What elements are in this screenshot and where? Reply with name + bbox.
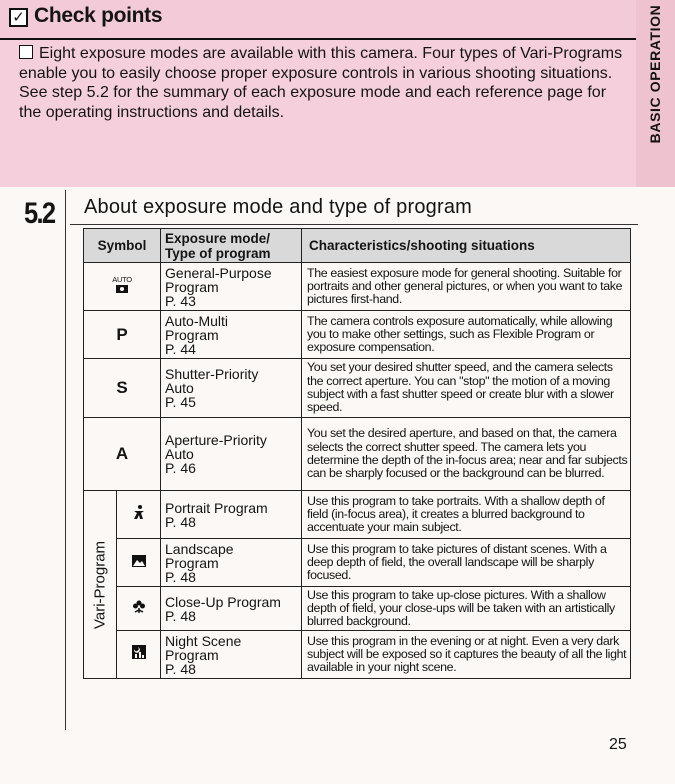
description-cell: Use this program to take portraits. With a shallow depth of field (in-focus area), it creates a blurred background to accentuate your main subject. <box>302 491 631 539</box>
check-points-body <box>19 44 629 122</box>
mode-cell: Night Scene Program P. 48 <box>161 631 302 679</box>
closeup-icon <box>117 587 161 631</box>
table-row <box>84 539 631 587</box>
header-exposure-mode: Exposure mode/ Type of program <box>161 229 302 263</box>
exposure-mode-table <box>83 228 631 679</box>
description-cell: You set the desired aperture, and based on that, the camera selects the correct shutter speed. The camera lets you determine the depth of the in-focus area; near and far subjects can be sharply focused or the background can be blurred. <box>302 418 631 491</box>
symbol-a: A <box>84 418 161 491</box>
mode-cell: General-Purpose Program P. 43 <box>161 263 302 311</box>
table-row <box>84 263 631 311</box>
table-row <box>84 491 631 539</box>
landscape-icon <box>117 539 161 587</box>
header-symbol: Symbol <box>84 229 161 263</box>
section-number: 5.2 <box>24 197 55 230</box>
description-cell: The camera controls exposure automatically, while allowing you to make other settings, such as Flexible Program or exposure compensation. <box>302 311 631 359</box>
side-tab-label: BASIC OPERATION <box>647 4 663 144</box>
table-header-row <box>84 229 631 263</box>
vari-program-label: Vari-Program <box>91 540 109 629</box>
mode-cell: Auto-Multi Program P. 44 <box>161 311 302 359</box>
page-number: 25 <box>609 736 627 753</box>
symbol-s: S <box>84 359 161 418</box>
intro-paragraph-1: Eight exposure modes are available with this camera. Four types of Vari-Programs enable you to easily choose proper exposure controls in various shooting situations. <box>19 45 623 82</box>
check-points-title: Check points <box>34 4 163 27</box>
mode-cell: Aperture-Priority Auto P. 46 <box>161 418 302 491</box>
symbol-auto <box>84 263 161 311</box>
description-cell: Use this program to take pictures of distant scenes. With a deep depth of field, the overall landscape will be sharply focused. <box>302 539 631 587</box>
description-cell: You set your desired shutter speed, and the camera selects the correct aperture. You can "stop" the motion of a moving subject with a fast shutter speed or create blur with a slower speed. <box>302 359 631 418</box>
table-row <box>84 587 631 631</box>
check-points-header <box>0 0 636 40</box>
section-vertical-rule <box>65 190 66 730</box>
table-row <box>84 631 631 679</box>
header-rule <box>0 38 636 40</box>
night-scene-icon <box>117 631 161 679</box>
description-cell: Use this program to take up-close pictures. With a shallow depth of field, your close-ups will be taken with an artistically blurred background. <box>302 587 631 631</box>
symbol-p: P <box>84 311 161 359</box>
table-row <box>84 311 631 359</box>
mode-cell: Close-Up Program P. 48 <box>161 587 302 631</box>
table-row <box>84 359 631 418</box>
mode-cell: Landscape Program P. 48 <box>161 539 302 587</box>
description-cell: The easiest exposure mode for general shooting. Suitable for portraits and other general pictures, or when you want to take pictures first-hand. <box>302 263 631 311</box>
square-bullet-icon <box>19 45 33 59</box>
header-characteristics: Characteristics/shooting situations <box>302 229 631 263</box>
section-title: About exposure mode and type of program <box>84 196 473 218</box>
checkbox-checked-icon: ✓ <box>9 8 28 27</box>
camera-icon <box>116 285 128 293</box>
table-row <box>84 418 631 491</box>
description-cell: Use this program in the evening or at night. Even a very dark subject will be exposed so it captures the beauty of all the light available in your night scene. <box>302 631 631 679</box>
portrait-icon <box>117 491 161 539</box>
section-rule <box>70 224 638 225</box>
auto-icon: AUTO <box>112 275 132 284</box>
mode-cell: Portrait Program P. 48 <box>161 491 302 539</box>
vari-program-group <box>84 491 117 679</box>
intro-paragraph-2: See step 5.2 for the summary of each exposure mode and each reference page for the operating instructions and details. <box>19 84 607 121</box>
mode-cell: Shutter-Priority Auto P. 45 <box>161 359 302 418</box>
